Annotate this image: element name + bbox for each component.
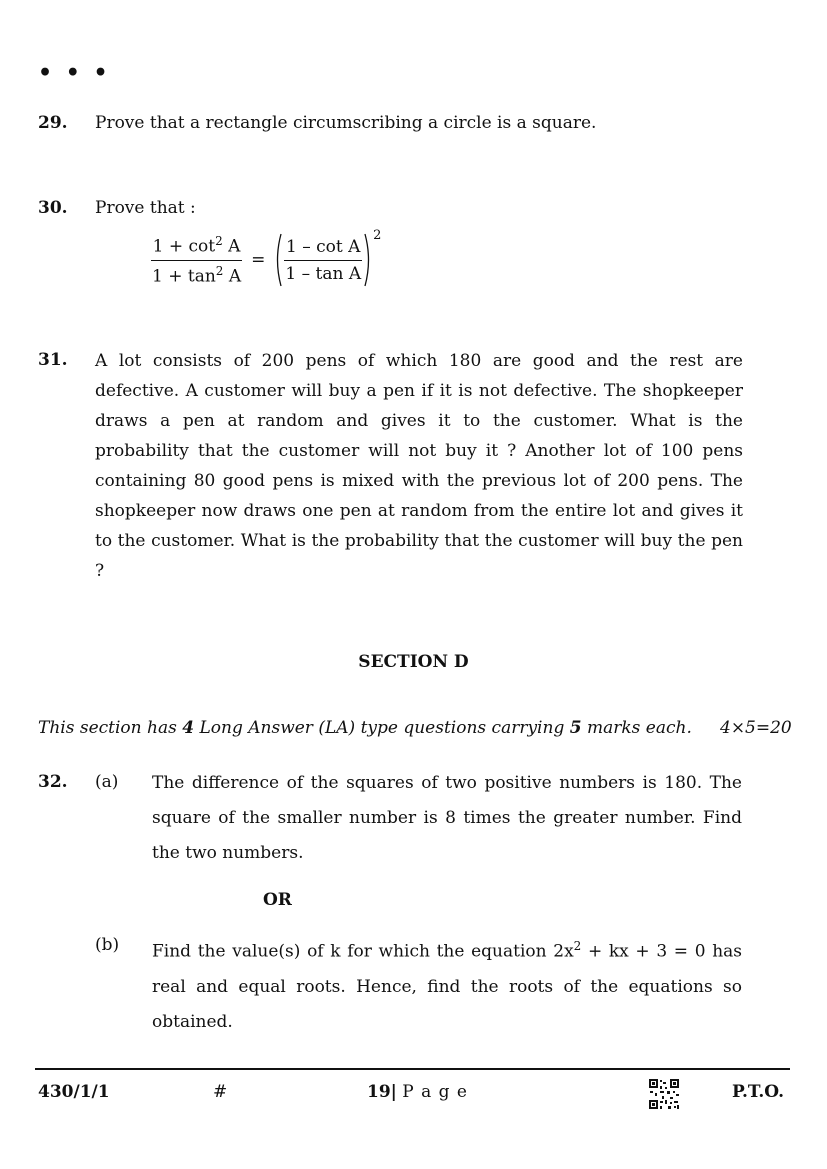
question-number-29: 29.: [38, 113, 68, 133]
section-d-marks: 4×5=20: [720, 718, 792, 738]
hash-mark: #: [213, 1082, 228, 1102]
right-paren-icon: [363, 232, 373, 288]
qr-code-icon: [648, 1078, 680, 1110]
question-32-a-text: The difference of the squares of two positive numbers is 180. The square of the smaller number is 8 times the greater number. Find the two numbers.: [152, 773, 742, 863]
lhs-fraction: $\frac{1 + \cot^2 A}{1 + \tan^2 A}$: [152, 233, 242, 287]
question-29-text: Prove that a rectangle circumscribing a circle is a square.: [95, 113, 597, 133]
question-number-31: 31.: [38, 350, 68, 370]
question-32-b-label: (b): [95, 935, 120, 955]
left-paren-icon: [273, 232, 283, 288]
equals-sign: =: [251, 250, 266, 270]
header-dots: • • •: [38, 60, 111, 86]
question-number-32: 32.: [38, 772, 68, 792]
page-number: 19| P a g e: [367, 1082, 468, 1102]
section-d-note: This section has 4 Long Answer (LA) type questions carrying 5 marks each.: [38, 718, 692, 738]
section-d-title: SECTION D: [358, 652, 469, 672]
footer-rule: [35, 1068, 790, 1070]
question-30-intro: Prove that :: [95, 198, 196, 218]
question-32-b-text: Find the value(s) of k for which the equation $2x^2$ + kx + 3 = 0 has real and equal roots. Hence, find the roots of the equations so obtained.: [152, 939, 742, 1032]
rhs-expression: [273, 228, 382, 288]
pto-label: P.T.O.: [732, 1082, 784, 1102]
trig-identity-equation: [150, 228, 382, 288]
question-31-text: A lot consists of 200 pens of which 180 are good and the rest are defective. A customer will buy a pen if it is not defective. The shopkeeper draws a pen at random and gives it to the customer. What is the probability that the customer will not buy it ? Another lot of 100 pens containing 80 good pens is mixed with the previous lot of 200 pens. The shopkeeper now draws one pen at random from the entire lot and gives it to the customer. What is the probability that the customer will buy the pen ?: [95, 351, 743, 581]
rhs-exponent: 2: [373, 228, 382, 243]
paper-code: 430/1/1: [38, 1082, 110, 1102]
question-number-30: 30.: [38, 198, 68, 218]
or-divider: OR: [263, 890, 292, 910]
rhs-fraction: $\frac{\text{1 – cot A}}{\text{1 – tan A}}$: [285, 236, 362, 284]
question-32-a-label: (a): [95, 772, 119, 792]
